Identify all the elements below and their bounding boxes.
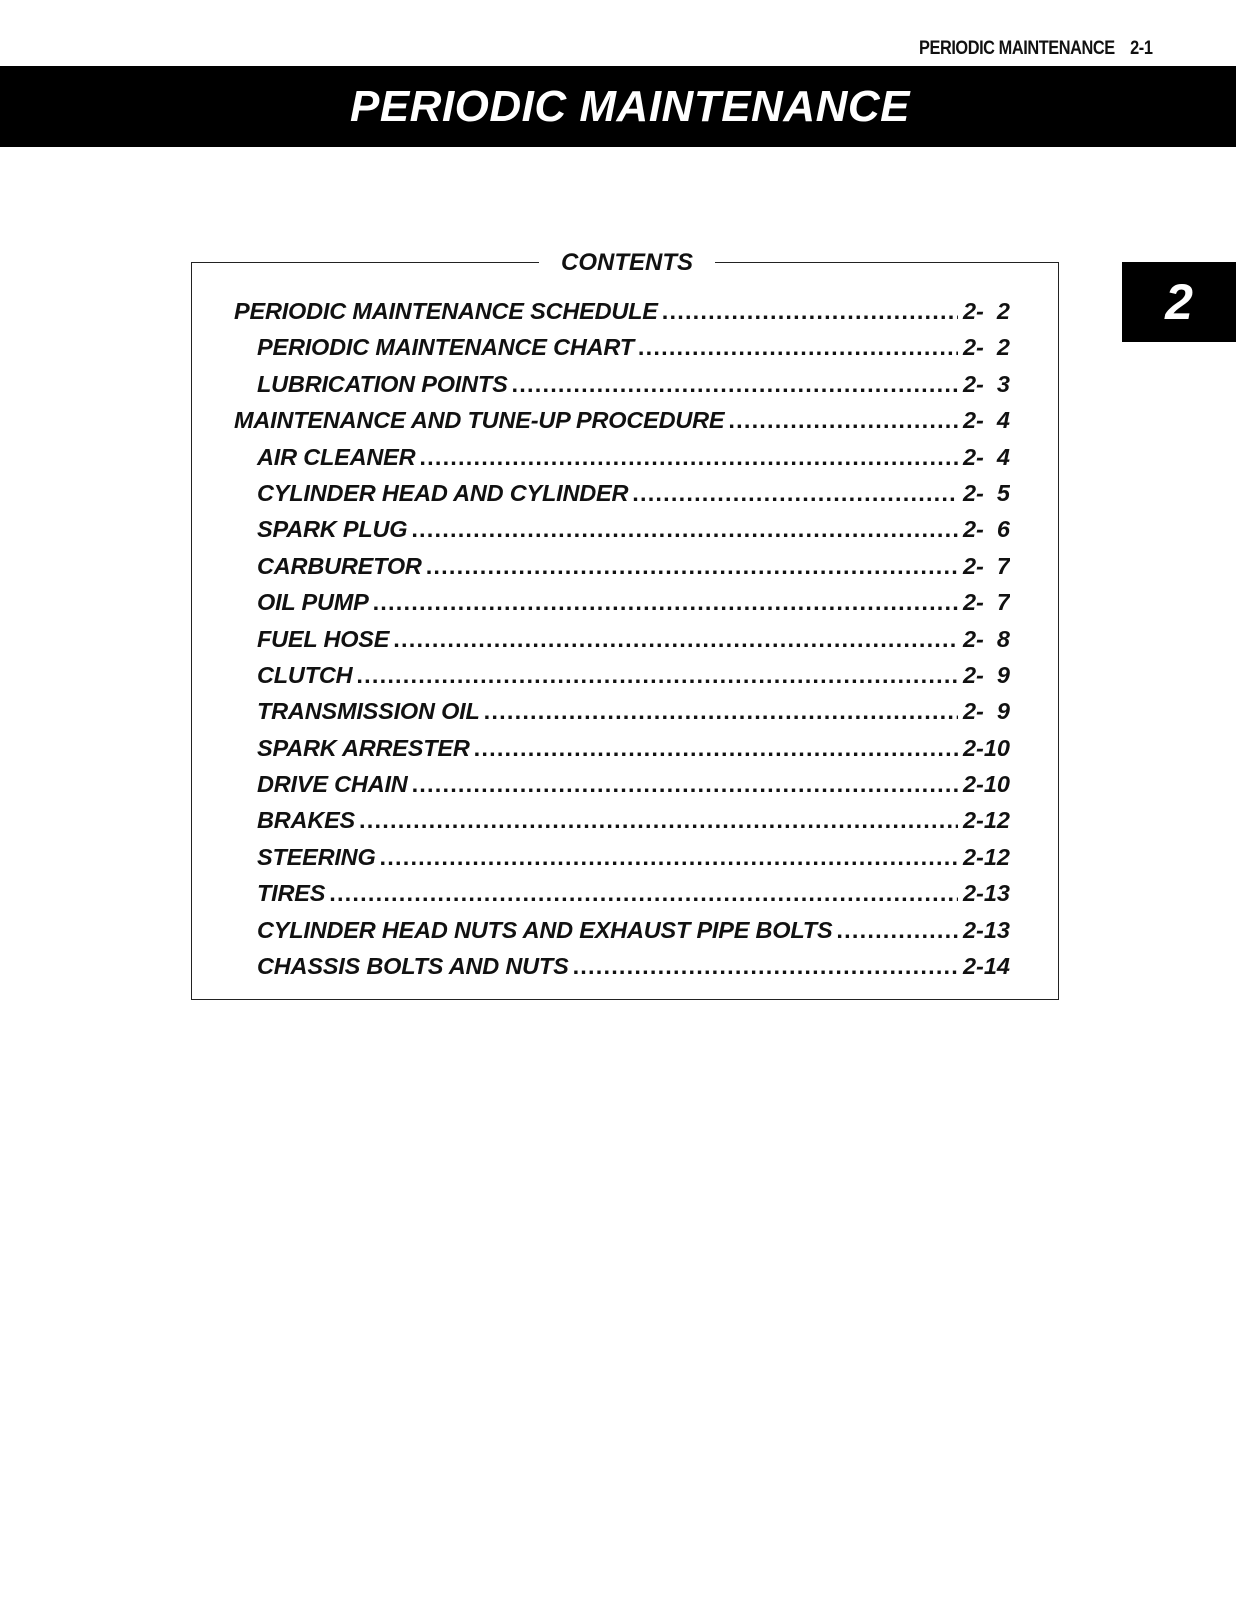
toc-entry-title: CYLINDER HEAD NUTS AND EXHAUST PIPE BOLTS [257,916,833,943]
toc-dot-leader [369,584,958,620]
contents-box [191,249,1059,1000]
toc-entry[interactable] [234,730,1010,766]
toc-entry-page: 2- 9 [962,661,1010,688]
toc-entry[interactable] [234,511,1010,547]
toc-entry[interactable] [234,948,1010,984]
toc-dot-leader [376,839,958,875]
toc-dot-leader [658,293,958,329]
toc-entry-page: 2- 8 [962,625,1010,652]
toc-entry-title: LUBRICATION POINTS [257,370,508,397]
toc-entry-title: CHASSIS BOLTS AND NUTS [257,953,569,980]
toc-entry[interactable] [234,766,1010,802]
toc-entry-page: 2-10 [962,734,1010,761]
toc-entry-page: 2- 3 [962,370,1010,397]
toc-dot-leader [352,657,958,693]
toc-entry-page: 2-12 [962,807,1010,834]
toc-entry-title: OIL PUMP [257,589,369,616]
running-header-section-title: PERIODIC MAINTENANCE [918,38,1115,59]
toc-dot-leader [408,766,958,802]
chapter-title: PERIODIC MAINTENANCE [349,81,911,131]
toc-entry[interactable] [234,693,1010,729]
toc-entry-title: CLUTCH [257,661,353,688]
toc-entry-page: 2-14 [962,953,1010,980]
toc-dot-leader [634,329,958,365]
toc-dot-leader [325,875,958,911]
toc-entry-page: 2- 4 [962,443,1010,470]
toc-dot-leader [407,511,958,547]
toc-entry[interactable] [234,293,1010,329]
toc-entry-title: TIRES [257,880,326,907]
toc-entry-page: 2- 7 [962,552,1010,579]
toc-entry[interactable] [234,402,1010,438]
toc-entry-page: 2- 9 [962,698,1010,725]
running-header [919,38,1152,60]
toc-dot-leader [628,475,958,511]
toc-entry[interactable] [234,439,1010,475]
toc-entry-title: AIR CLEANER [257,443,416,470]
toc-entry-title: STEERING [257,843,376,870]
toc-dot-leader [508,366,958,402]
toc-entry-title: PERIODIC MAINTENANCE SCHEDULE [234,298,658,324]
chapter-tab [1122,262,1236,342]
toc-entry-title: CYLINDER HEAD AND CYLINDER [257,479,629,506]
toc-dot-leader [724,402,958,438]
chapter-tab-number: 2 [1165,274,1193,330]
table-of-contents [234,293,1010,984]
toc-entry-title: SPARK ARRESTER [257,734,470,761]
toc-entry[interactable] [234,912,1010,948]
toc-entry-page: 2-13 [962,880,1010,907]
toc-entry-page: 2- 2 [962,334,1010,361]
toc-entry-title: CARBURETOR [257,552,422,579]
toc-entry[interactable] [234,839,1010,875]
toc-entry[interactable] [234,802,1010,838]
toc-entry-title: MAINTENANCE AND TUNE-UP PROCEDURE [234,407,725,434]
toc-dot-leader [832,912,958,948]
toc-entry-page: 2-13 [962,916,1010,943]
toc-dot-leader [389,621,958,657]
toc-entry-page: 2-10 [962,771,1010,798]
toc-entry-title: FUEL HOSE [257,625,390,652]
toc-dot-leader [470,730,958,766]
toc-dot-leader [422,548,958,584]
toc-entry[interactable] [234,548,1010,584]
toc-dot-leader [415,439,958,475]
toc-entry[interactable] [234,621,1010,657]
toc-dot-leader [569,948,958,984]
toc-entry-title: DRIVE CHAIN [257,771,408,798]
page-number: 2-1 [1129,38,1152,59]
toc-entry-page: 2- 4 [962,407,1010,434]
toc-entry[interactable] [234,329,1010,365]
toc-entry[interactable] [234,584,1010,620]
toc-entry[interactable] [234,875,1010,911]
toc-entry-title: BRAKES [257,807,356,834]
toc-dot-leader [355,802,958,838]
toc-entry-page: 2- 5 [962,479,1010,506]
chapter-title-bar [0,66,1236,147]
toc-dot-leader [480,693,958,729]
toc-entry[interactable] [234,475,1010,511]
toc-entry-page: 2- 7 [962,589,1010,616]
toc-entry[interactable] [234,366,1010,402]
toc-entry[interactable] [234,657,1010,693]
toc-entry-page: 2- 6 [962,516,1010,543]
toc-entry-page: 2- 2 [962,298,1010,324]
contents-heading: CONTENTS [539,250,715,276]
toc-entry-title: TRANSMISSION OIL [257,698,480,725]
toc-entry-title: SPARK PLUG [257,516,408,543]
toc-entry-title: PERIODIC MAINTENANCE CHART [257,334,634,361]
toc-entry-page: 2-12 [962,843,1010,870]
